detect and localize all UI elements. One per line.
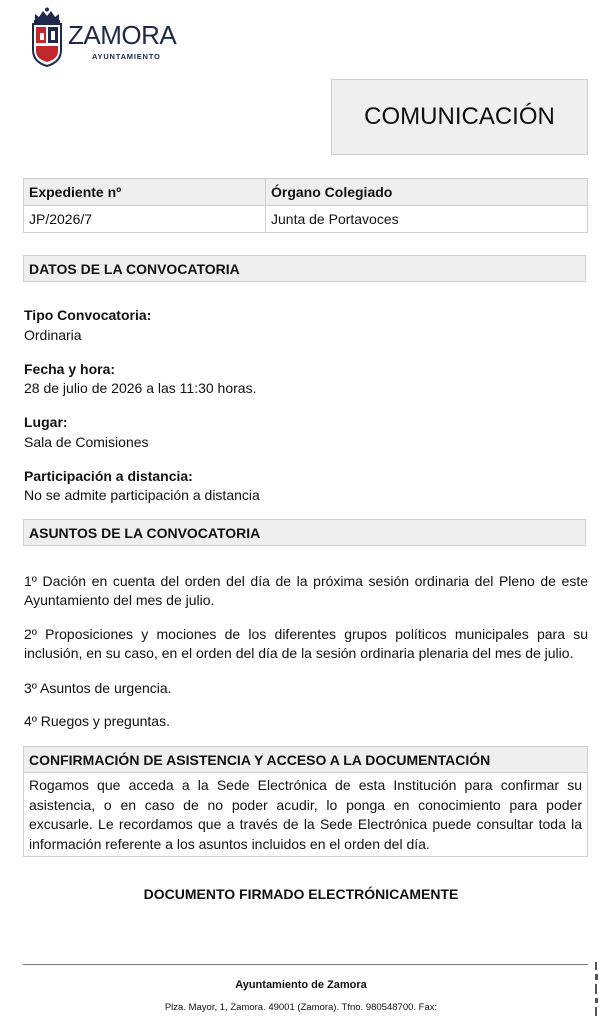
document-title: COMUNICACIÓN xyxy=(331,79,588,155)
asuntos-section-header: ASUNTOS DE LA CONVOCATORIA xyxy=(23,519,586,546)
tipo-value: Ordinaria xyxy=(24,327,82,343)
side-verification-mark xyxy=(592,960,602,1024)
table-header-row xyxy=(24,179,588,206)
footer-title: Ayuntamiento de Zamora xyxy=(235,979,367,991)
tipo-label: Tipo Convocatoria: xyxy=(24,307,152,323)
footer-divider xyxy=(23,964,588,965)
participacion-value: No se admite participación a distancia xyxy=(24,487,260,503)
coat-of-arms-icon xyxy=(30,6,64,68)
expediente-value: JP/2026/7 xyxy=(24,206,266,233)
participacion-label: Participación a distancia: xyxy=(24,468,193,484)
confirmacion-section-header: CONFIRMACIÓN DE ASISTENCIA Y ACCESO A LA DOCUMENTACIÓN xyxy=(23,746,588,773)
logo-subtitle: AYUNTAMIENTO xyxy=(92,52,161,61)
organo-header: Órgano Colegiado xyxy=(266,179,588,206)
expediente-table xyxy=(23,178,588,233)
logo-wordmark: ZAMORA xyxy=(68,20,177,50)
zamora-logo xyxy=(30,6,190,70)
electronic-signature-notice: DOCUMENTO FIRMADO ELECTRÓNICAMENTE xyxy=(143,886,459,902)
datos-section-header: DATOS DE LA CONVOCATORIA xyxy=(23,255,586,282)
confirmacion-text: Rogamos que acceda a la Sede Electrónica de esta Institución para confirmar su asistencia, o en caso de no poder acudir, lo ponga en conocimiento para poder excusarle. Le recordamos que a través de la Sede Electrónica puede consultar toda la información referente a los asuntos incluidos en el orden del día. xyxy=(23,773,588,857)
fecha-value: 28 de julio de 2026 a las 11:30 horas. xyxy=(24,380,257,396)
asunto-item-1: 1º Dación en cuenta del orden del día de la próxima sesión ordinaria del Pleno de este Ayuntamiento del mes de julio. xyxy=(24,573,588,608)
lugar-label: Lugar: xyxy=(24,414,68,430)
asunto-item-4: 4º Ruegos y preguntas. xyxy=(24,713,170,729)
lugar-value: Sala de Comisiones xyxy=(24,434,149,450)
asunto-item-2: 2º Proposiciones y mociones de los diferentes grupos políticos municipales para su inclusión, en su caso, en el orden del día de la sesión ordinaria plenaria del mes de julio. xyxy=(24,626,588,661)
asunto-item-3: 3º Asuntos de urgencia. xyxy=(24,680,172,696)
fecha-label: Fecha y hora: xyxy=(24,361,116,377)
table-row xyxy=(24,206,588,233)
expediente-header: Expediente nº xyxy=(24,179,266,206)
organo-value: Junta de Portavoces xyxy=(266,206,588,233)
footer-address: Plza. Mayor, 1, Zamora. 49001 (Zamora). Tfno. 980548700. Fax: xyxy=(164,1002,438,1013)
